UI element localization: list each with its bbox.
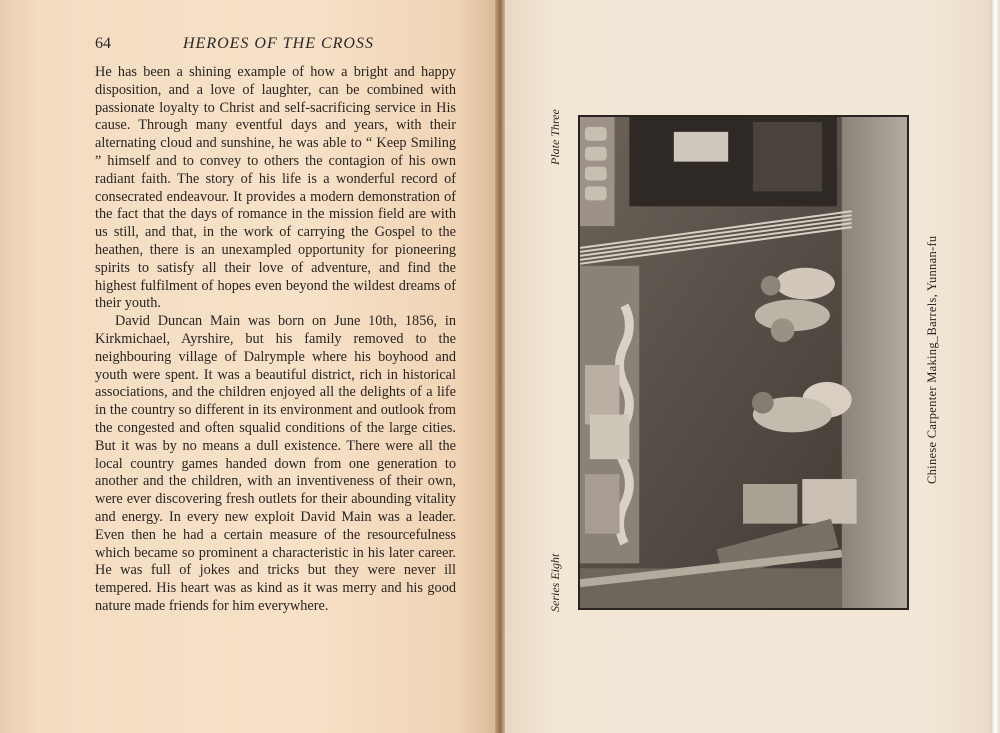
running-title: HEROES OF THE CROSS bbox=[183, 35, 374, 52]
paragraph: David Duncan Main was born on June 10th, 1856, in Kirkmichael, Ayrshire, but his family removed to the neighbouring village of Dalrymple where his boyhood and youth were spent. It was a beautiful district, rich in historical associations, and the children enjoyed all the delights of a life in the country so different in its environment and outlook from the congested and often squalid conditions of the large cities. But it was by no means a dull existence. There were all the local country games handed down from one generation to another and the children, with an inventiveness of their own, were ever discovering fresh outlets for their abounding vitality and energy. In every new exploit David Main was a leader. Even then he had a certain measure of the resourcefulness which became so prominent a characteristic in his later career. He was full of jokes and tricks but they were never ill tempered. His heart was as kind as it was merry and his good nature made friends for him everywhere. bbox=[95, 313, 456, 614]
plate-caption: Chinese Carpenter Making_Barrels, Yunnan-fu bbox=[925, 235, 939, 484]
photograph-illustration bbox=[580, 117, 907, 608]
page-edge bbox=[990, 0, 1000, 733]
plate-label: Plate Three bbox=[548, 109, 562, 165]
body-text bbox=[95, 64, 456, 616]
running-head bbox=[95, 35, 475, 55]
page-number: 64 bbox=[95, 35, 111, 52]
series-label: Series Eight bbox=[548, 553, 562, 612]
plate-photograph bbox=[578, 115, 909, 610]
paragraph: He has been a shining example of how a bright and happy disposition, and a love of laughter, can be combined with passionate loyalty to Christ and self-sacrificing service in His cause. Through many eventful days and years, with their alternating cloud and sunshine, he was able to “ Keep Smiling ” himself and to convey to others the contagion of his own radiant faith. The story of his life is a wonderful record of consecrated endeavour. It provides a modern demonstration of the fact that the days of romance in the mission field are with us still, and that, in the work of carrying the Gospel to the heathen, there is an unexampled opportunity for pioneering spirits to satisfy all their love of adventure, and find the highest fulfilment of hopes even beyond the wildest dreams of their youth. bbox=[95, 64, 456, 312]
